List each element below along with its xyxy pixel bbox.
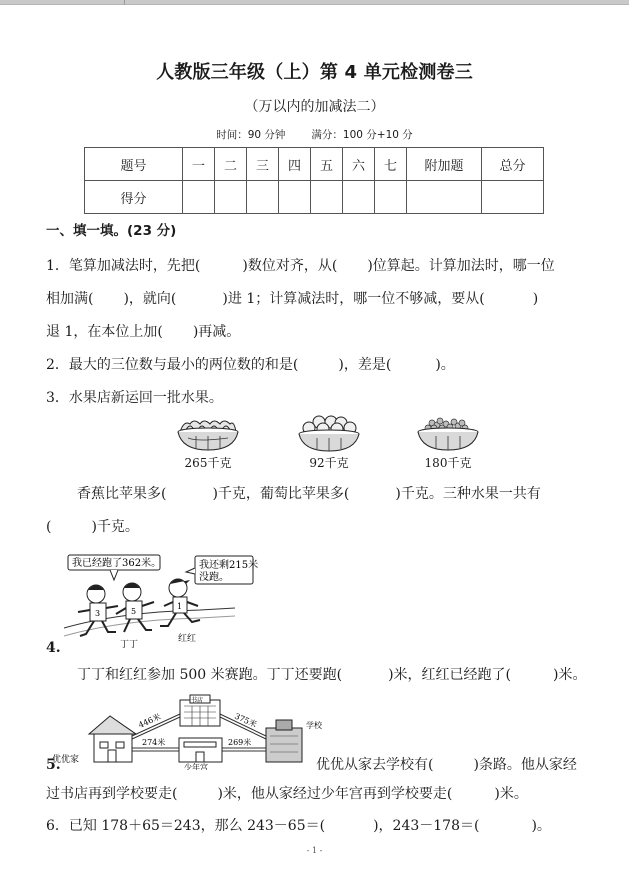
text: )再减。 xyxy=(192,324,241,340)
svg-text:5: 5 xyxy=(131,607,137,616)
page-number: - 1 - xyxy=(306,846,323,855)
cell-header: 一 xyxy=(183,148,215,181)
score-table-header-row xyxy=(85,148,544,181)
text: )米。 xyxy=(494,786,528,802)
q3-line1 xyxy=(77,484,541,504)
svg-text:优优家: 优优家 xyxy=(52,755,80,765)
score-cell[interactable] xyxy=(343,181,375,214)
text: 1．笔算加减法时，先把( xyxy=(46,258,201,274)
text: )米，红红已经跑了( xyxy=(388,667,512,683)
svg-text:1: 1 xyxy=(177,602,183,611)
svg-text:446米: 446米 xyxy=(137,712,163,730)
svg-text:红红: 红红 xyxy=(178,634,197,644)
route-map-icon xyxy=(44,692,324,770)
score-cell[interactable] xyxy=(215,181,247,214)
cell-header: 附加题 xyxy=(407,148,482,181)
q4-illustration xyxy=(60,550,260,650)
text: )数位对齐，从( xyxy=(242,258,338,274)
text: )米，他从家经过少年宫再到学校要走( xyxy=(217,786,453,802)
text: )条路。他从家经 xyxy=(473,757,577,773)
text: )位算起。计算加法时，哪一位 xyxy=(367,258,555,274)
runners-illustration-icon xyxy=(60,550,260,650)
text: 过书店再到学校要走( xyxy=(46,786,178,802)
text: )。 xyxy=(435,357,455,373)
ruler-tick xyxy=(124,0,125,5)
cell-header: 五 xyxy=(311,148,343,181)
text: )千克。三种水果一共有 xyxy=(395,486,541,502)
exam-time: 时间：90 分钟 xyxy=(216,129,286,141)
q5-line2 xyxy=(46,784,528,804)
text: 优优从家去学校有( xyxy=(316,757,434,773)
section-heading: 一、填一填。(23 分) xyxy=(46,223,177,239)
fruit-item-banana xyxy=(172,414,244,471)
score-cell[interactable] xyxy=(183,181,215,214)
svg-text:学校: 学校 xyxy=(306,721,322,730)
svg-text:我还剩215米: 我还剩215米 xyxy=(199,560,259,571)
svg-text:375米: 375米 xyxy=(233,711,259,730)
text: )千克，葡萄比苹果多( xyxy=(212,486,350,502)
page-title: 人教版三年级（上）第 4 单元检测卷三 xyxy=(156,62,473,83)
exam-full-score: 满分：100 分+10 分 xyxy=(311,129,413,141)
q5-route-map xyxy=(44,692,324,770)
cell-row-label: 得分 xyxy=(85,181,183,214)
fruit-weight: 92千克 xyxy=(309,456,349,470)
q1-line1 xyxy=(46,256,555,276)
text: )，243－178＝( xyxy=(373,818,480,834)
text: )进 1；计算减法时，哪一位不够减，要从( xyxy=(222,291,485,307)
q6-line xyxy=(46,816,551,836)
grape-basket-icon xyxy=(412,414,484,452)
text: )千克。 xyxy=(91,519,139,535)
fruit-weight: 265千克 xyxy=(184,456,232,470)
svg-text:丁丁: 丁丁 xyxy=(120,640,139,650)
text: ) xyxy=(532,291,539,307)
svg-text:3: 3 xyxy=(95,609,101,618)
fruit-weight: 180千克 xyxy=(424,456,472,470)
text: 香蕉比苹果多( xyxy=(77,486,167,502)
cell-header: 总分 xyxy=(482,148,544,181)
text: 丁丁和红红参加 500 米赛跑。丁丁还要跑( xyxy=(77,667,343,683)
svg-text:我已经跑了362米。: 我已经跑了362米。 xyxy=(72,558,162,569)
fruit-item-grape xyxy=(412,414,484,471)
text: )，差是( xyxy=(338,357,392,373)
score-table-score-row xyxy=(85,181,544,214)
text: 相加满( xyxy=(46,291,94,307)
q2-line xyxy=(46,355,455,375)
q3-line2 xyxy=(46,517,139,537)
cell-header: 四 xyxy=(279,148,311,181)
score-cell[interactable] xyxy=(247,181,279,214)
score-cell[interactable] xyxy=(482,181,544,214)
exam-meta xyxy=(0,127,629,142)
svg-text:少年宫: 少年宫 xyxy=(184,763,208,770)
q5-number: 5. xyxy=(46,757,61,773)
svg-text:269米: 269米 xyxy=(228,738,252,747)
text: )，就向( xyxy=(123,291,177,307)
cell-header: 七 xyxy=(375,148,407,181)
score-table xyxy=(84,147,544,214)
svg-text:274米: 274米 xyxy=(142,738,166,747)
fruit-item-apple xyxy=(293,414,365,471)
q3-intro: 3．水果店新运回一批水果。 xyxy=(46,390,223,406)
text: )。 xyxy=(531,818,551,834)
cell-header: 二 xyxy=(215,148,247,181)
score-cell[interactable] xyxy=(375,181,407,214)
text: ( xyxy=(46,519,52,535)
score-cell[interactable] xyxy=(311,181,343,214)
text: 退 1，在本位上加( xyxy=(46,324,163,340)
cell-header: 三 xyxy=(247,148,279,181)
score-cell[interactable] xyxy=(407,181,482,214)
text: )米。 xyxy=(553,667,587,683)
page-subtitle: （万以内的加减法二） xyxy=(244,99,385,115)
banana-basket-icon xyxy=(172,414,244,452)
q4-number: 4. xyxy=(46,640,61,656)
apple-basket-icon xyxy=(293,414,365,452)
viewer-top-bar xyxy=(0,0,629,5)
q5-line1 xyxy=(316,755,577,775)
svg-text:书店: 书店 xyxy=(191,697,204,704)
cell-header: 六 xyxy=(343,148,375,181)
q1-line3 xyxy=(46,322,240,342)
cell-header: 题号 xyxy=(85,148,183,181)
text: 6．已知 178＋65＝243，那么 243－65＝( xyxy=(46,818,326,834)
q1-line2 xyxy=(46,289,538,309)
score-cell[interactable] xyxy=(279,181,311,214)
svg-text:没跑。: 没跑。 xyxy=(199,572,229,583)
text: 2．最大的三位数与最小的两位数的和是( xyxy=(46,357,299,373)
q4-line xyxy=(77,665,587,685)
